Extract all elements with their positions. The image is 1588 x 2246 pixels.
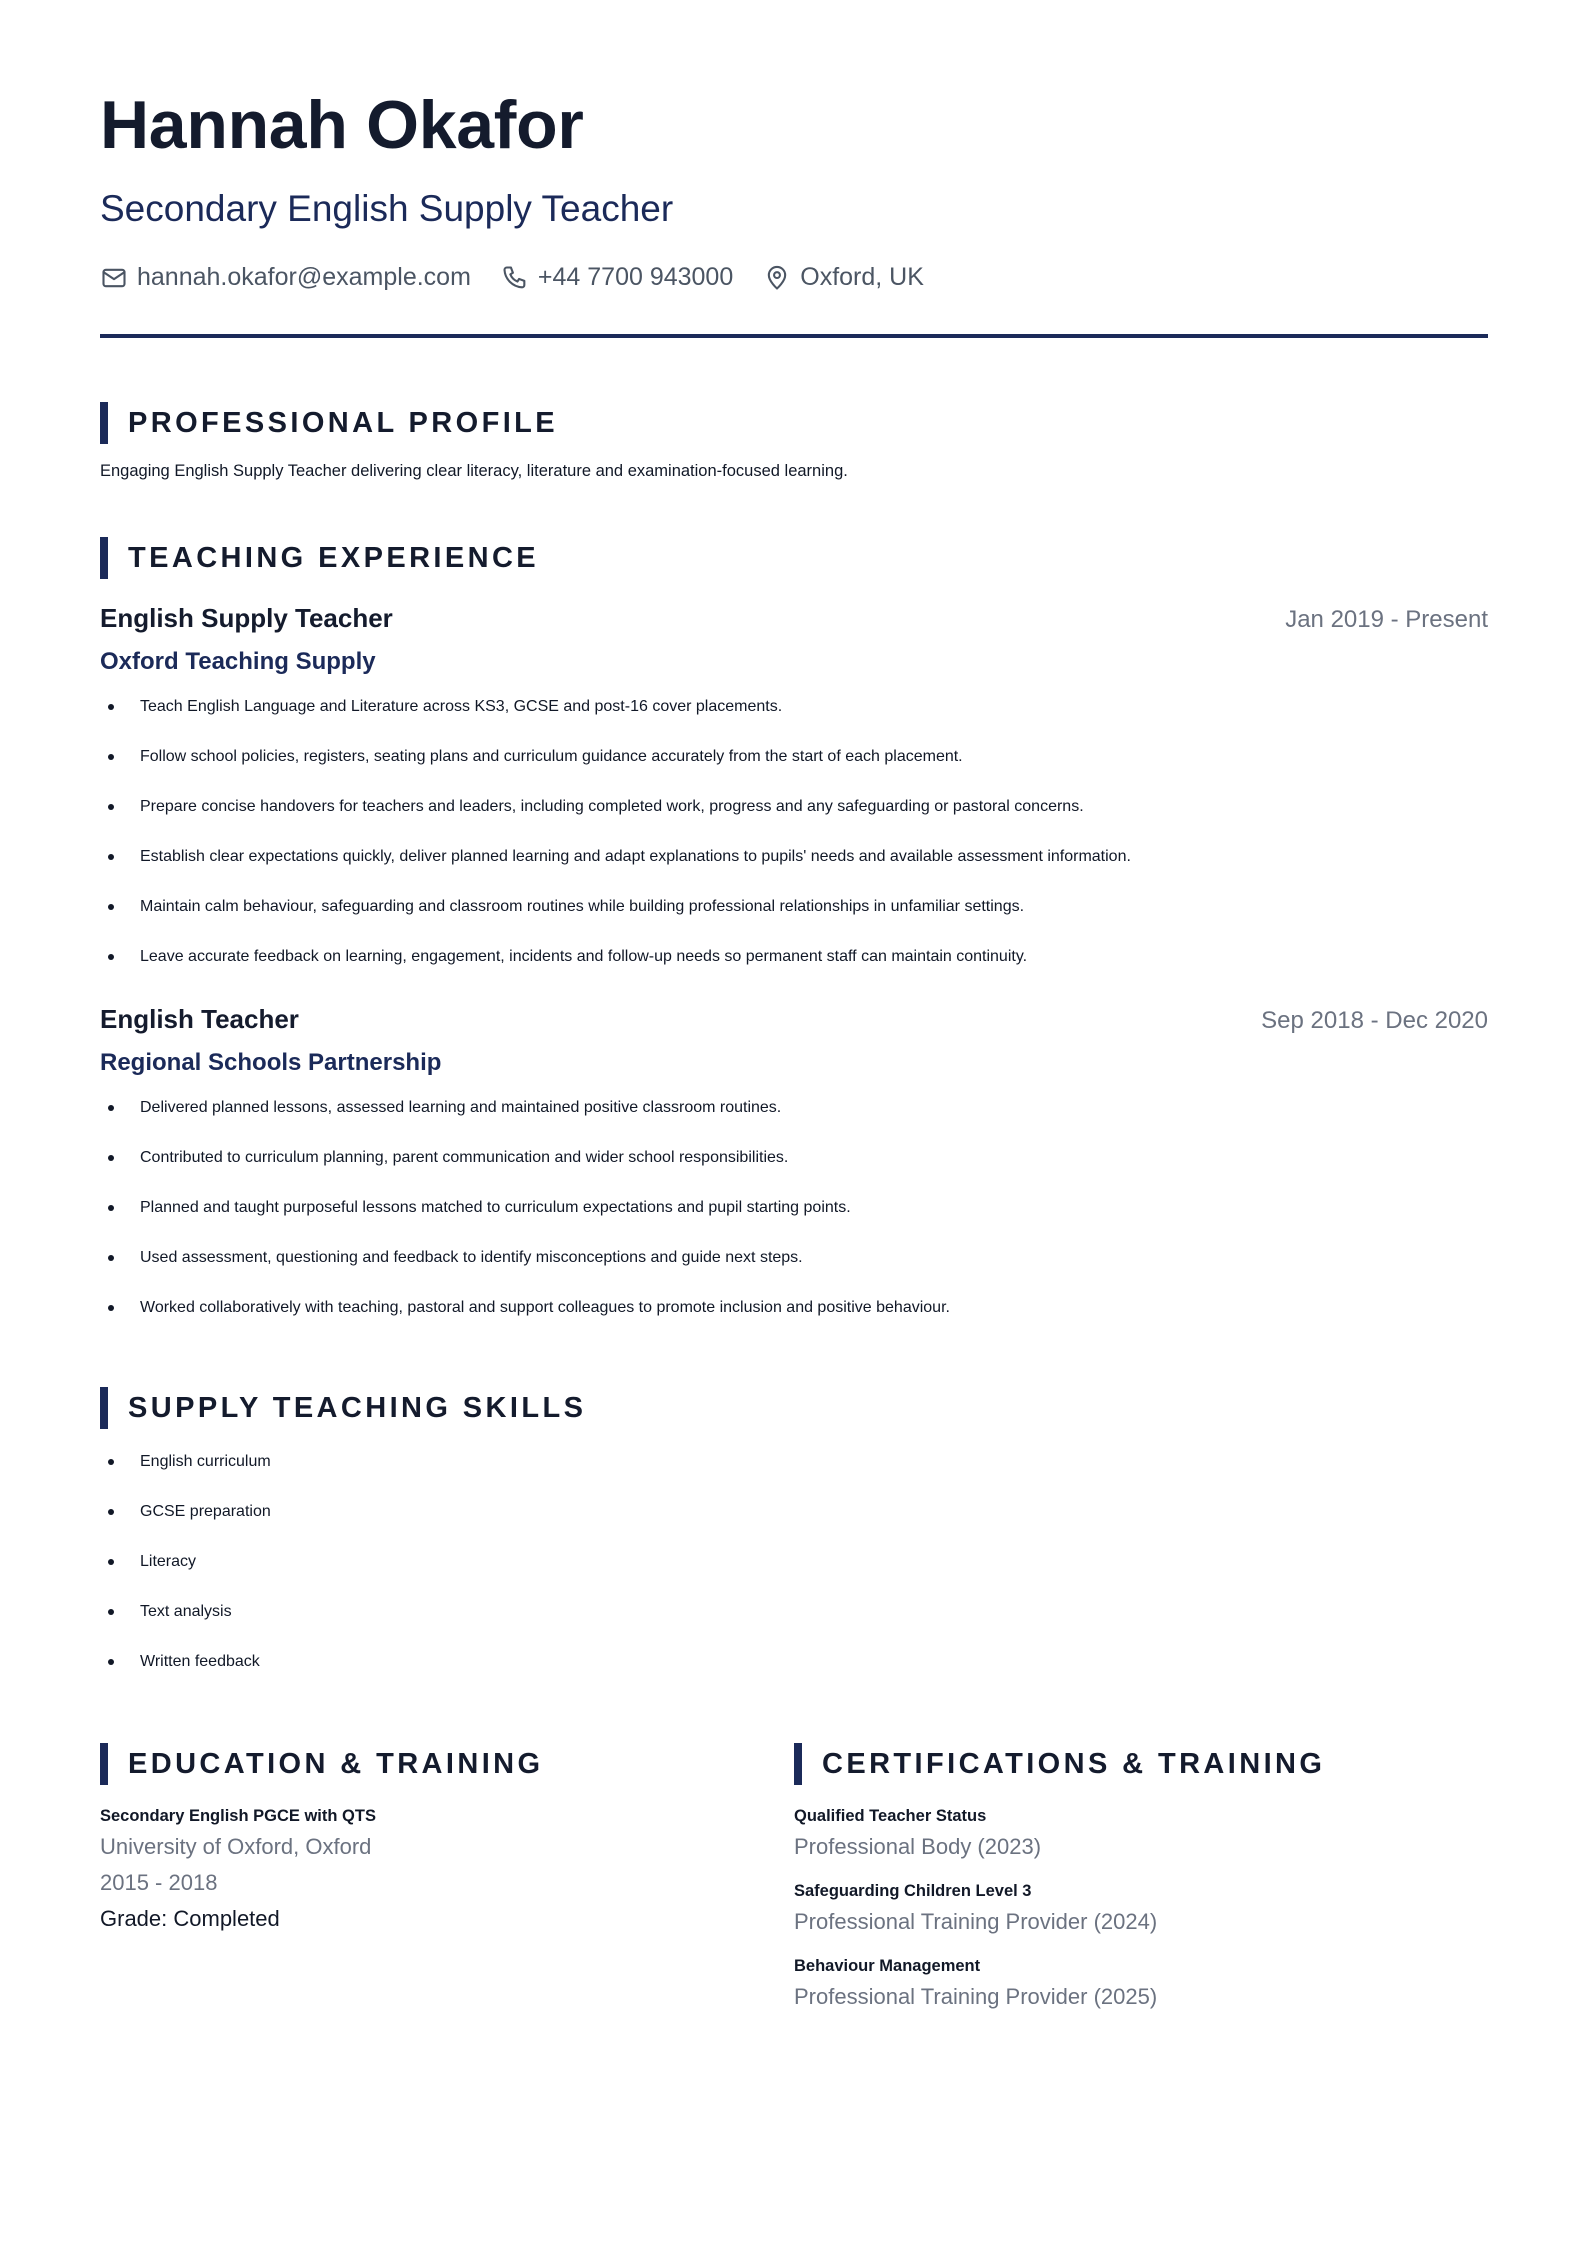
certification-issuer: Professional Training Provider (2024) <box>794 1909 1158 1935</box>
section-title-experience <box>100 537 1488 579</box>
education-section <box>100 1743 794 2032</box>
list-item: Leave accurate feedback on learning, engagement, incidents and follow-up needs so permanent staff can maintain continuity. <box>100 946 1488 996</box>
certification-item <box>794 1882 1488 1935</box>
list-item: Prepare concise handovers for teachers and leaders, including completed work, progress and any safeguarding or pastoral concerns. <box>100 796 1488 846</box>
certifications-list <box>794 1807 1488 2010</box>
list-item: Contributed to curriculum planning, parent communication and wider school responsibilities. <box>100 1147 1488 1197</box>
certifications-section <box>794 1743 1488 2032</box>
job-entry <box>100 1004 1488 1347</box>
education-grade: Grade: Completed <box>100 1906 280 1932</box>
job-bullets <box>100 1097 1488 1347</box>
phone-icon <box>501 264 529 292</box>
section-title-certifications <box>794 1743 1488 1785</box>
profile-section <box>100 402 1488 481</box>
skill-item: Literacy <box>100 1551 1488 1601</box>
education-years: 2015 - 2018 <box>100 1870 218 1896</box>
mail-icon <box>100 264 128 292</box>
contact-email[interactable] <box>100 263 471 292</box>
job-bullets <box>100 696 1488 996</box>
experience-section <box>100 537 1488 1347</box>
certification-name: Behaviour Management <box>794 1957 981 1976</box>
job-title: English Teacher <box>100 1004 299 1035</box>
list-item: Worked collaboratively with teaching, pastoral and support colleagues to promote inclusion and positive behaviour. <box>100 1297 1488 1347</box>
section-title-text: PROFESSIONAL PROFILE <box>128 406 559 439</box>
job-company: Oxford Teaching Supply <box>100 648 376 676</box>
skills-section <box>100 1387 1488 1701</box>
certification-item <box>794 1957 1488 2010</box>
certification-issuer: Professional Body (2023) <box>794 1834 1042 1860</box>
certification-name: Qualified Teacher Status <box>794 1807 987 1826</box>
phone-text: +44 7700 943000 <box>537 263 734 292</box>
contact-phone[interactable] <box>501 263 733 292</box>
section-title-text: SUPPLY TEACHING SKILLS <box>128 1391 587 1424</box>
certification-issuer: Professional Training Provider (2025) <box>794 1984 1158 2010</box>
education-institution: University of Oxford, Oxford <box>100 1834 372 1860</box>
contact-location <box>763 263 924 292</box>
job-company: Regional Schools Partnership <box>100 1049 442 1077</box>
section-accent-bar <box>100 1743 108 1785</box>
section-title-education <box>100 1743 794 1785</box>
job-title: English Supply Teacher <box>100 603 393 634</box>
section-title-skills <box>100 1387 1488 1429</box>
list-item: Teach English Language and Literature across KS3, GCSE and post-16 cover placements. <box>100 696 1488 746</box>
bottom-columns <box>100 1743 1488 2032</box>
list-item: Establish clear expectations quickly, deliver planned learning and adapt explanations to pupils' needs and available assessment information. <box>100 846 1488 896</box>
section-accent-bar <box>100 1387 108 1429</box>
section-title-text: TEACHING EXPERIENCE <box>128 541 540 574</box>
skill-item: Text analysis <box>100 1601 1488 1651</box>
section-title-text: EDUCATION & TRAINING <box>128 1747 544 1780</box>
education-degree: Secondary English PGCE with QTS <box>100 1807 376 1826</box>
section-accent-bar <box>100 402 108 444</box>
skills-list <box>100 1451 1488 1701</box>
skill-item: GCSE preparation <box>100 1501 1488 1551</box>
section-accent-bar <box>794 1743 802 1785</box>
email-text: hannah.okafor@example.com <box>137 263 471 292</box>
list-item: Maintain calm behaviour, safeguarding and classroom routines while building professional relationships in unfamiliar settings. <box>100 896 1488 946</box>
job-dates: Jan 2019 - Present <box>1285 606 1488 634</box>
list-item: Delivered planned lessons, assessed learning and maintained positive classroom routines. <box>100 1097 1488 1147</box>
certification-name: Safeguarding Children Level 3 <box>794 1882 1032 1901</box>
section-accent-bar <box>100 537 108 579</box>
map-pin-icon <box>763 264 791 292</box>
job-dates: Sep 2018 - Dec 2020 <box>1261 1007 1488 1035</box>
skill-item: English curriculum <box>100 1451 1488 1501</box>
section-title-text: CERTIFICATIONS & TRAINING <box>822 1747 1326 1780</box>
job-header <box>100 603 1488 634</box>
location-text: Oxford, UK <box>800 263 924 292</box>
education-entry <box>100 1807 794 1932</box>
job-entry <box>100 603 1488 996</box>
header-divider <box>100 334 1488 338</box>
certification-item <box>794 1807 1488 1860</box>
section-title-profile <box>100 402 1488 444</box>
list-item: Follow school policies, registers, seating plans and curriculum guidance accurately from the start of each placement. <box>100 746 1488 796</box>
skill-item: Written feedback <box>100 1651 1488 1701</box>
candidate-name: Hannah Okafor <box>100 87 584 163</box>
profile-summary: Engaging English Supply Teacher delivering clear literacy, literature and examination-focused learning. <box>100 462 848 481</box>
list-item: Used assessment, questioning and feedback to identify misconceptions and guide next steps. <box>100 1247 1488 1297</box>
job-title-subtitle: Secondary English Supply Teacher <box>100 187 674 229</box>
contact-row <box>100 263 1488 292</box>
list-item: Planned and taught purposeful lessons matched to curriculum expectations and pupil starting points. <box>100 1197 1488 1247</box>
job-header <box>100 1004 1488 1035</box>
